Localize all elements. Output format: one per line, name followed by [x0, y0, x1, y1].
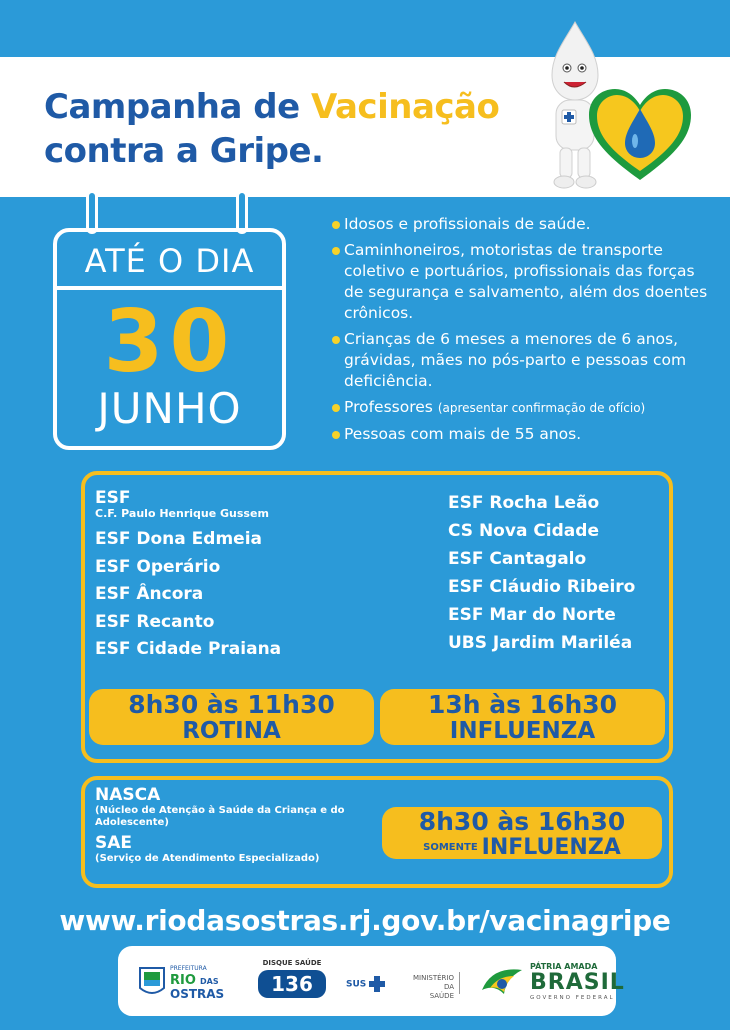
- sus-logo: [346, 976, 385, 992]
- unit-name: ESF Recanto: [95, 611, 215, 632]
- schedule-time: 13h às 16h30: [427, 690, 618, 719]
- schedule-label: INFLUENZA: [481, 835, 621, 860]
- ministerio-line2: SAÚDE: [429, 992, 454, 1000]
- deadline-calendar: [53, 228, 286, 450]
- governo-text: GOVERNO FEDERAL: [530, 995, 615, 1001]
- bullet-dot-icon: [332, 431, 340, 439]
- calendar-day: 30: [103, 292, 236, 392]
- list-item: [332, 424, 712, 445]
- city-text-3: OSTRAS: [170, 987, 225, 1001]
- unit-name: ESF Cantagalo: [448, 549, 587, 569]
- target-groups-list: [332, 214, 712, 450]
- units-left-column: [95, 488, 355, 666]
- sus-cross-icon: [369, 976, 385, 992]
- list-item: [332, 214, 712, 235]
- unit-subtitle: C.F. Paulo Henrique Gussem: [95, 507, 269, 520]
- schedule-label: ROTINA: [182, 718, 281, 744]
- nasca-title: NASCA: [95, 785, 161, 805]
- sae-title: SAE: [95, 833, 133, 853]
- city-text-1: RIO: [170, 973, 196, 988]
- title-prefix: Campanha de: [44, 87, 312, 127]
- unit-name: ESF Operário: [95, 556, 221, 577]
- bullet-note: (apresentar confirmação de ofício): [437, 401, 646, 415]
- schedule-time: 8h30 às 16h30: [418, 807, 626, 836]
- ministerio-line1: MINISTÉRIO DA: [413, 974, 454, 991]
- sae-subtitle: (Serviço de Atendimento Especializado): [95, 853, 320, 864]
- bullet-text: Professores: [344, 398, 433, 416]
- city-text-2: DAS: [200, 977, 219, 986]
- title-line2: contra a Gripe.: [44, 131, 324, 171]
- schedule-rotina-badge: [89, 689, 374, 745]
- list-item: [332, 240, 712, 324]
- bullet-dot-icon: [332, 336, 340, 344]
- unit-name: ESF Cláudio Ribeiro: [448, 577, 636, 597]
- title-accent: Vacinação: [311, 87, 500, 127]
- unit-name: CS Nova Cidade: [448, 521, 599, 541]
- unit-name: ESF Dona Edmeia: [95, 529, 262, 549]
- campaign-url[interactable]: www.riodasostras.rj.gov.br/vacinagripe: [59, 904, 671, 937]
- unit-name: ESF Âncora: [95, 584, 204, 604]
- unit-name: ESF Rocha Leão: [448, 493, 600, 513]
- sponsor-logos-footer: [118, 946, 625, 1016]
- sus-text: SUS: [346, 979, 367, 990]
- list-item: [332, 397, 712, 419]
- patria-text: PÁTRIA AMADA: [530, 962, 598, 971]
- prefeitura-text: PREFEITURA: [170, 965, 207, 972]
- heart-drop-icon: [585, 85, 695, 185]
- divider: [459, 972, 460, 994]
- unit-name: ESF Mar do Norte: [448, 605, 616, 625]
- bullet-dot-icon: [332, 221, 340, 229]
- disque-number: 136: [258, 970, 326, 998]
- bullet-text: Idosos e profissionais de saúde.: [344, 215, 591, 233]
- list-item: [332, 329, 712, 392]
- unit-name: ESF: [95, 488, 131, 508]
- disque-saude-logo: [258, 958, 326, 998]
- schedule-nasca-badge: [382, 807, 662, 859]
- schedule-influenza-badge: [380, 689, 665, 745]
- bullet-text: Caminhoneiros, motoristas de transporte coletivo e portuários, profissionais das forças de segurança e salvamento, além dos doentes crônicos.: [344, 241, 708, 322]
- ministerio-saude-logo: [408, 974, 454, 1001]
- schedule-time: 8h30 às 11h30: [128, 690, 335, 719]
- governo-federal-logo: [530, 962, 625, 1002]
- nasca-sae-info: [95, 785, 365, 869]
- unit-name: ESF Cidade Praiana: [95, 639, 282, 659]
- unit-name: UBS Jardim Mariléa: [448, 633, 633, 653]
- schedule-only-label: SOMENTE: [423, 842, 478, 853]
- bullet-text: Crianças de 6 meses a menores de 6 anos, grávidas, mães no pós-parto e pessoas com deficiência.: [344, 330, 687, 390]
- brasil-flag-icon: [480, 964, 524, 998]
- bullet-dot-icon: [332, 247, 340, 255]
- schedule-label: INFLUENZA: [449, 718, 596, 744]
- bullet-dot-icon: [332, 404, 340, 412]
- brasil-text: BRASIL: [530, 970, 625, 995]
- bullet-text: Pessoas com mais de 55 anos.: [344, 425, 582, 443]
- rio-das-ostras-logo-icon: [136, 958, 236, 1004]
- campaign-title: [44, 85, 499, 173]
- nasca-subtitle: (Núcleo de Atenção à Saúde da Criança e do Adolescente): [95, 805, 345, 828]
- disque-label: DISQUE SAÚDE: [262, 959, 322, 967]
- units-right-column: [448, 492, 668, 660]
- calendar-label: ATÉ O DIA: [57, 232, 282, 290]
- calendar-month: JUNHO: [97, 384, 242, 433]
